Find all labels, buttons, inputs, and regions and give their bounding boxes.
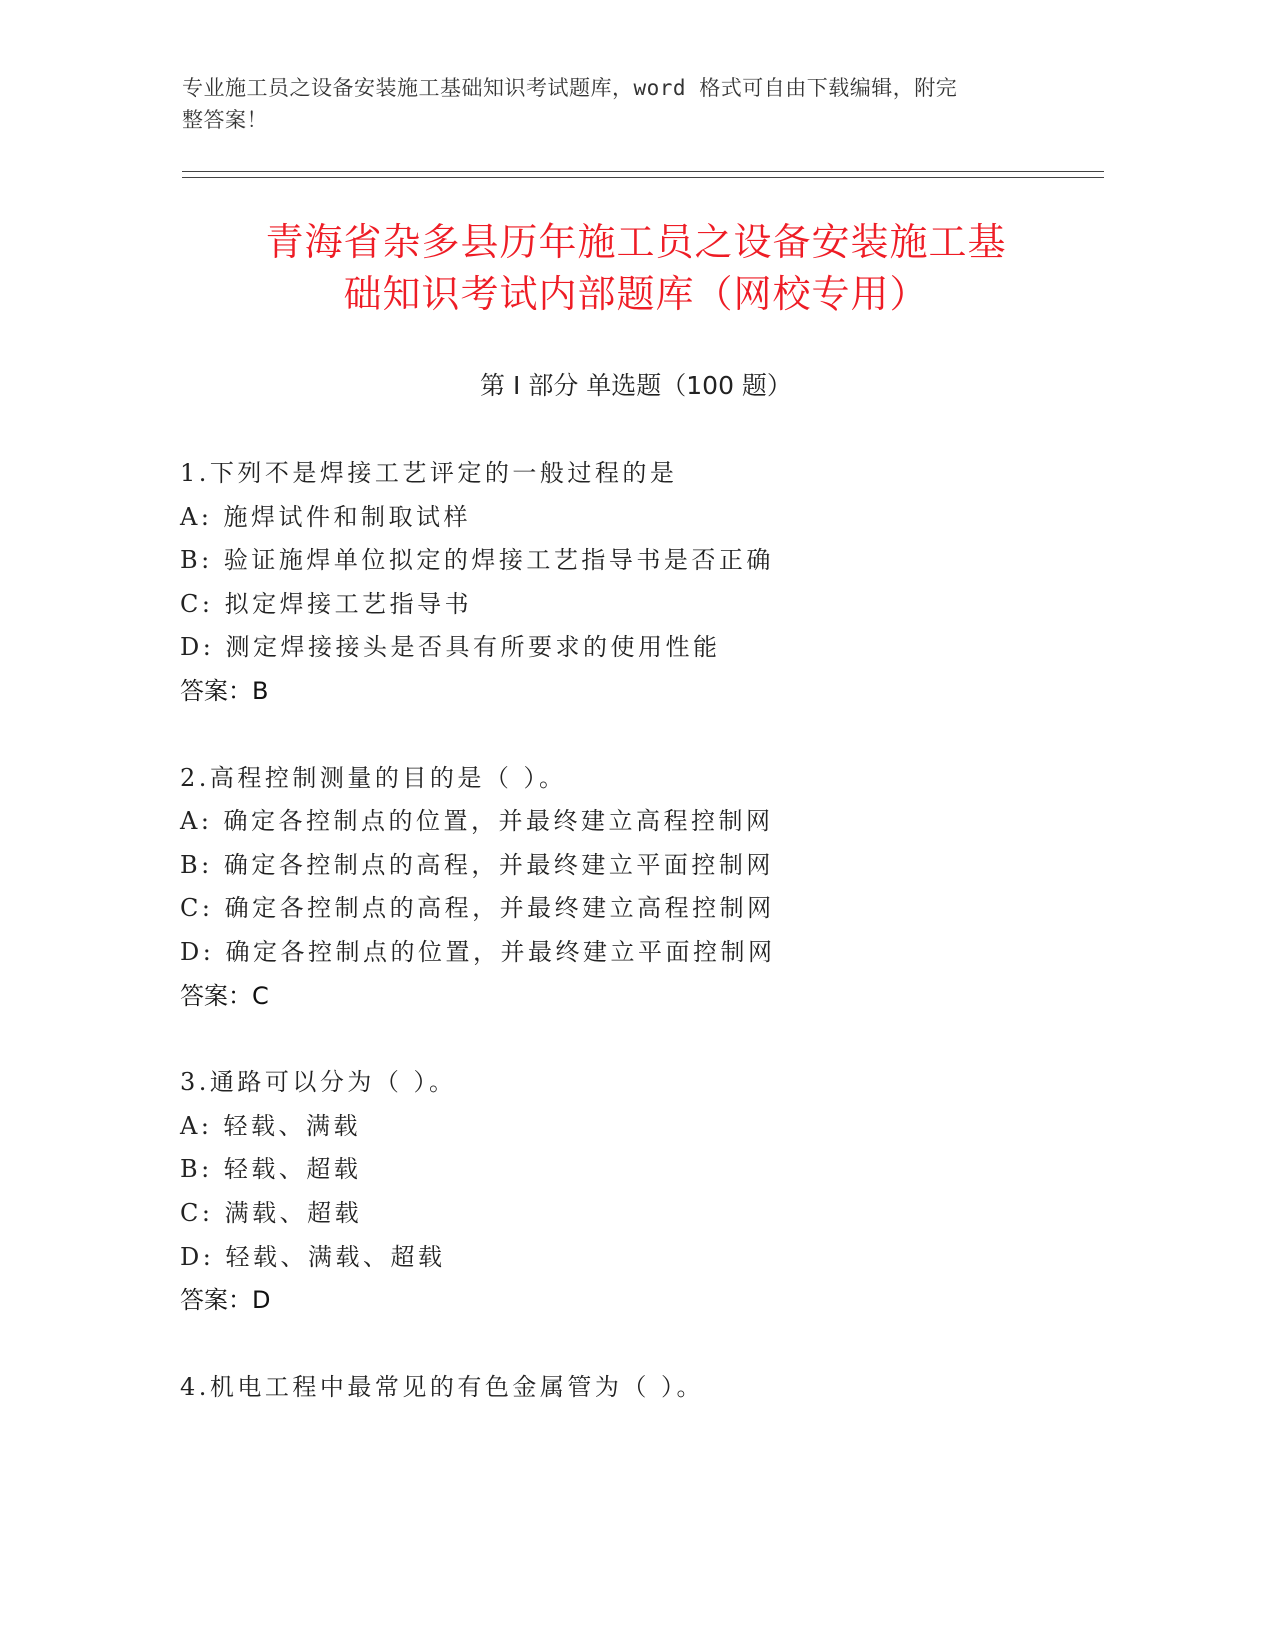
question-stem: 4.机电工程中最常见的有色金属管为（ ）。: [180, 1372, 705, 1401]
question-stem: 3.通路可以分为（ ）。: [180, 1068, 457, 1097]
option-c: C: 满载、超载: [180, 1198, 363, 1227]
title-line-2: 础知识考试内部题库（网校专用）: [343, 272, 929, 316]
question-stem: 2.高程控制测量的目的是（ ）。: [180, 763, 567, 792]
answer-text: 答案：B: [180, 676, 269, 705]
option-a: A: 施焊试件和制取试样: [180, 502, 472, 531]
title-line-1: 青海省杂多县历年施工员之设备安装施工基: [265, 220, 1007, 264]
intro-line-2: 整答案！: [182, 108, 268, 132]
option-c: C: 确定各控制点的高程，并最终建立高程控制网: [180, 894, 775, 923]
question-item: [180, 757, 1080, 1019]
header-divider-top: [182, 171, 1104, 172]
document-title: [182, 216, 1090, 320]
option-c: C: 拟定焊接工艺指导书: [180, 589, 473, 618]
option-b: B: 确定各控制点的高程，并最终建立平面控制网: [180, 850, 774, 879]
option-b: B: 轻载、超载: [180, 1155, 362, 1184]
option-a: A: 轻载、满载: [180, 1111, 362, 1140]
option-b: B: 验证施焊单位拟定的焊接工艺指导书是否正确: [180, 546, 774, 575]
option-d: D: 轻载、满载、超载: [180, 1242, 446, 1271]
question-stem: 1.下列不是焊接工艺评定的一般过程的是: [180, 459, 678, 487]
header-divider-bottom: [182, 177, 1104, 178]
question-item: [180, 1061, 1080, 1323]
question-item: [180, 452, 1080, 714]
answer-text: 答案：C: [180, 981, 269, 1010]
question-list: [180, 452, 1080, 1452]
option-d: D: 测定焊接接头是否具有所要求的使用性能: [180, 633, 721, 662]
intro-line-1: 专业施工员之设备安装施工基础知识考试题库，word 格式可自由下载编辑，附完: [182, 76, 958, 100]
question-item: [180, 1366, 1080, 1410]
intro-text: [182, 72, 1042, 136]
option-d: D: 确定各控制点的位置，并最终建立平面控制网: [180, 937, 776, 966]
section-heading: 第 I 部分 单选题（100 题）: [480, 371, 792, 400]
option-a: A: 确定各控制点的位置，并最终建立高程控制网: [180, 807, 774, 836]
answer-text: 答案：D: [180, 1286, 271, 1315]
